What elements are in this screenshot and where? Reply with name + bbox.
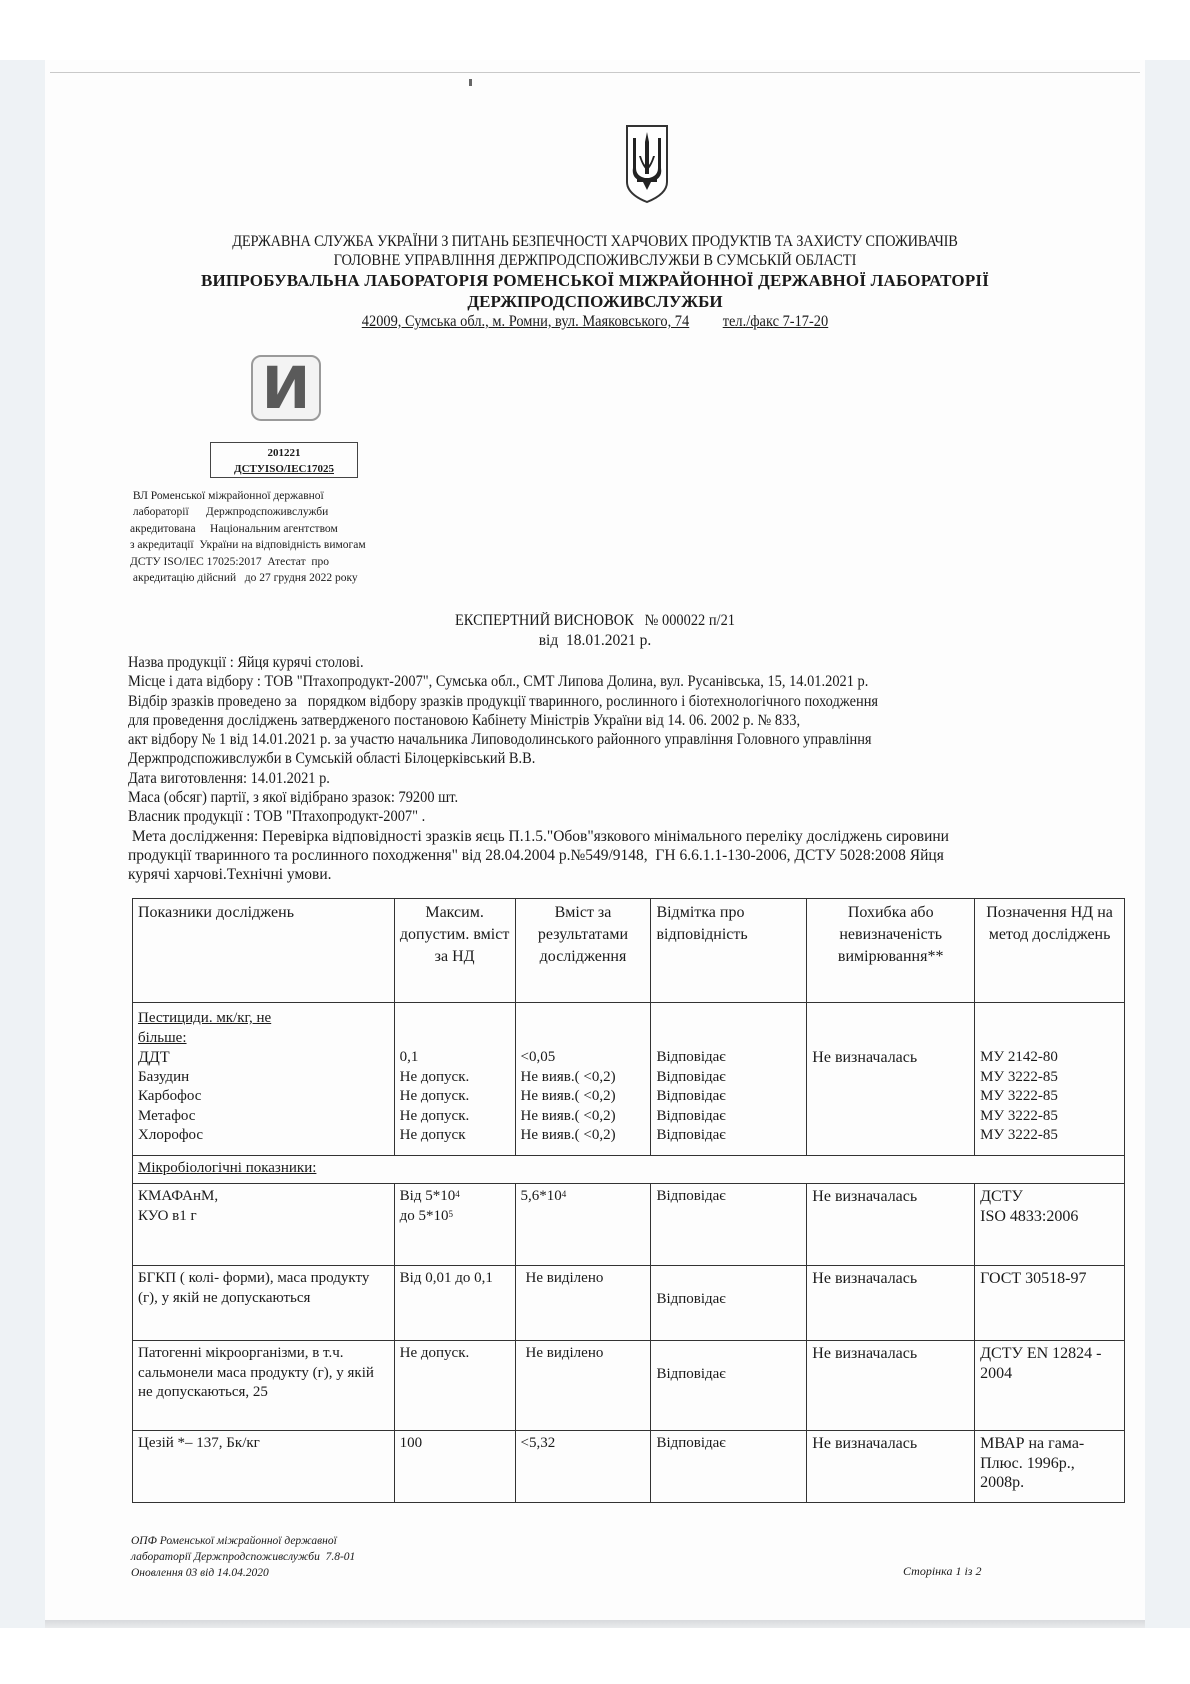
scan-mark <box>469 79 472 86</box>
pesticide-results <box>515 1003 651 1156</box>
compliance-value: Відповідає <box>656 1127 726 1143</box>
max-exponent: 5 <box>448 1208 454 1219</box>
table-row-kmafanm <box>133 1184 1125 1266</box>
agency-name: ДЕРЖАВНА СЛУЖБА УКРАЇНИ З ПИТАНЬ БЕЗПЕЧНОСТІ ХАРЧОВИХ ПРОДУКТІВ ТА ЗАХИСТУ СПОЖИВАЧІВ <box>232 233 958 250</box>
col-header-indicators: Показники досліджень <box>133 899 395 1003</box>
max-value-line <box>400 1187 510 1207</box>
pesticide-name: Хлорофос <box>138 1127 204 1143</box>
table-row-pesticides <box>133 1003 1125 1156</box>
result-base: 5,6*10 <box>520 1188 562 1204</box>
indicator-name: Цезій *– 137, Бк/кг <box>133 1431 395 1503</box>
table-row-micro-section <box>133 1156 1125 1184</box>
manufacture-date: Дата виготовлення: 14.01.2021 р. <box>128 769 330 787</box>
pesticide-compliance <box>651 1003 807 1156</box>
uncertainty-value: Не визначалась <box>807 1266 975 1341</box>
compliance-value: Відповідає <box>656 1088 726 1104</box>
research-purpose-cont: продукції тваринного та рослинного походження" від 28.04.2004 р.№549/9148, ГН 6.6.1.1-130-2006, ДСТУ 5028:2008 Яйця <box>128 846 944 864</box>
sampling-act: акт відбору № 1 від 14.01.2021 р. за участю начальника Липоводолинського районного управління Головного управління <box>128 731 872 749</box>
pesticide-max-values <box>394 1003 515 1156</box>
max-value <box>394 1184 515 1266</box>
result-value: Не вияв.( <0,2) <box>520 1107 616 1124</box>
accreditation-number: 201221 <box>267 447 301 459</box>
laboratory-name: ВИПРОБУВАЛЬНА ЛАБОРАТОРІЯ РОМЕНСЬКОЇ МІЖРАЙОННОЇ ДЕРЖАВНОЇ ЛАБОРАТОРІЇ <box>200 271 990 290</box>
phone-fax: тел./факс 7-17-20 <box>722 313 829 330</box>
uncertainty-value: Не визначалась <box>807 1341 975 1431</box>
col-header-result: Вміст за результатами дослідження <box>515 899 651 1003</box>
compliance-value: Відповідає <box>651 1341 807 1431</box>
form-reference <box>131 1533 355 1581</box>
max-value: 100 <box>394 1431 515 1503</box>
footer-line: Оновлення 03 від 14.04.2020 <box>131 1567 269 1579</box>
indicator-name: Патогенні мікроорганізми, в т.ч. сальмонели маса продукту (г), у якій не допускаються, 25 <box>133 1341 395 1431</box>
research-purpose: Мета дослідження: Перевірка відповідності зразків яєць П.1.5."Обов"язкового мінімального переліку досліджень сировини <box>128 827 949 845</box>
accreditation-line: акредитацію дійсний до 27 грудня 2022 року <box>130 572 358 585</box>
page-shadow <box>45 1620 1145 1628</box>
batch-size: Маса (обсяг) партії, з якої відібрано зразок: 79200 шт. <box>128 789 459 807</box>
section-label-pesticides: Пестициди. мк/кг, не <box>138 1010 272 1026</box>
laboratory-name-cont: ДЕРЖПРОДСПОЖИВСЛУЖБИ <box>467 292 723 311</box>
accreditation-logo-icon: И <box>251 355 321 421</box>
method-value <box>975 1184 1125 1266</box>
result-value: <5,32 <box>515 1431 651 1503</box>
accreditation-line: з акредитації України на відповідність вимогам <box>130 539 366 552</box>
uncertainty-value: Не визначалась <box>807 1184 975 1266</box>
pesticide-name: Базудин <box>138 1068 190 1085</box>
page-number: Сторінка 1 із 2 <box>903 1564 982 1578</box>
regional-office: ГОЛОВНЕ УПРАВЛІННЯ ДЕРЖПРОДСПОЖИВСЛУЖБИ В СУМСЬКІЙ ОБЛАСТІ <box>333 252 857 269</box>
max-value: 0,1 <box>399 1049 419 1065</box>
sample-details <box>128 653 1128 885</box>
compliance-value: Відповідає <box>656 1107 726 1124</box>
result-value <box>515 1184 651 1266</box>
method-value: ДСТУ EN 12824 - 2004 <box>975 1341 1125 1431</box>
method-line: ISO 4833:2006 <box>980 1207 1079 1225</box>
table-header-row <box>133 899 1125 1003</box>
method-value: МУ 3222-85 <box>980 1107 1058 1124</box>
method-value: МУ 3222-85 <box>980 1088 1058 1104</box>
contact-line <box>42 313 1149 331</box>
sampling-procedure-cont: для проведення досліджень затвердженого постановою Кабінету Міністрів України від 14. 06. 2002 р. № 833, <box>128 711 801 729</box>
pesticide-name: ДДТ <box>138 1049 170 1066</box>
col-header-compliance: Відмітка про відповідність <box>651 899 807 1003</box>
ukraine-trident-icon <box>625 124 669 204</box>
compliance-value: Відповідає <box>651 1266 807 1341</box>
method-value: МУ 3222-85 <box>980 1127 1058 1143</box>
method-line: ДСТУ <box>980 1188 1023 1205</box>
sampling-procedure: Відбір зразків проведено за порядком відбору зразків продукції тваринного, рослинного і біотехнологічного походження <box>128 692 879 710</box>
max-base: до 5*10 <box>399 1207 449 1224</box>
method-value: ГОСТ 30518-97 <box>975 1266 1125 1341</box>
col-header-max-allowed: Максим. допустим. вміст за НД <box>394 899 515 1003</box>
max-value-line <box>400 1207 510 1227</box>
accreditation-line: ВЛ Роменської міжрайонної державної <box>130 490 324 502</box>
max-value: Не допуск. <box>399 1107 470 1124</box>
compliance-value: Відповідає <box>651 1431 807 1503</box>
result-exponent: 4 <box>561 1189 567 1199</box>
max-value: Не допуск. <box>394 1341 515 1431</box>
pesticide-name: Метафос <box>138 1107 196 1124</box>
col-header-method: Позначення НД на метод досліджень <box>975 899 1125 1003</box>
scan-top-rule <box>50 72 1140 73</box>
indicator-name <box>133 1184 395 1266</box>
accreditation-line: лабораторії Держпродспоживслужби <box>130 506 329 519</box>
result-value: Не виділено <box>515 1341 651 1431</box>
accreditation-stamp <box>210 442 358 478</box>
table-row-bgkp <box>133 1266 1125 1341</box>
result-value: Не вияв.( <0,2) <box>520 1068 616 1085</box>
method-value: МУ 2142-80 <box>980 1049 1058 1065</box>
pesticide-names <box>133 1003 395 1156</box>
indicator-name-line: КМАФАнМ, <box>138 1188 219 1204</box>
accreditation-line: акредитована Національним агентством <box>130 522 338 535</box>
result-value: <0,05 <box>520 1049 556 1065</box>
section-label-microbiology: Мікробіологічні показники: <box>133 1156 1125 1184</box>
result-value: Не виділено <box>515 1266 651 1341</box>
indicator-name-line: КУО в1 г <box>138 1207 197 1224</box>
accreditation-line: ДСТУ ISO/IEC 17025:2017 Атестат про <box>130 555 330 568</box>
sampling-act-cont: Держпродспоживслужби в Сумській області Білоцерківський В.В. <box>128 750 536 768</box>
accreditation-statement <box>130 488 450 586</box>
pesticide-uncertainty: Не визначалась <box>807 1003 975 1156</box>
compliance-value: Відповідає <box>651 1184 807 1266</box>
uncertainty-value: Не визначалась <box>807 1431 975 1503</box>
conclusion-title: ЕКСПЕРТНИЙ ВИСНОВОК № 000022 п/21 <box>455 612 735 629</box>
max-base: Від 5*10 <box>399 1188 456 1204</box>
table-row-pathogens <box>133 1341 1125 1431</box>
max-exponent: 4 <box>455 1189 460 1199</box>
method-value: МВАР на гама-Плюс. 1996р., 2008р. <box>975 1431 1125 1503</box>
result-value: Не вияв.( <0,2) <box>520 1088 616 1104</box>
section-label-pesticides-cont: більше: <box>138 1029 187 1046</box>
sampling-place-date: Місце і дата відбору : ТОВ "Птахопродукт-2007", Сумська обл., СМТ Липова Долина, вул. Русанівська, 15, 14.01.2021 р. <box>128 673 869 691</box>
research-purpose-end: курячі харчові.Технічні умови. <box>128 866 332 884</box>
address: 42009, Сумська обл., м. Ромни, вул. Маяковського, 74 <box>361 313 690 330</box>
footer-line: лабораторії Держпродспоживслужби 7.8-01 <box>131 1551 356 1563</box>
max-value: Не допуск. <box>399 1068 470 1085</box>
result-value: Не вияв.( <0,2) <box>520 1127 616 1143</box>
table-row-cesium <box>133 1431 1125 1503</box>
method-value: МУ 3222-85 <box>980 1068 1058 1085</box>
pesticide-name: Карбофос <box>138 1088 202 1104</box>
accreditation-standard: ДСТУISO/IEC17025 <box>234 463 334 475</box>
footer-line: ОПФ Роменської міжрайонної державної <box>131 1535 337 1547</box>
max-value: Від 0,01 до 0,1 <box>394 1266 515 1341</box>
compliance-value: Відповідає <box>656 1068 726 1085</box>
indicator-name: БГКП ( колі- форми), маса продукту (г), у якій не допускаються <box>133 1266 395 1341</box>
compliance-value: Відповідає <box>656 1049 726 1065</box>
product-name: Назва продукції : Яйця курячі столові. <box>128 654 364 671</box>
results-table <box>132 898 1125 1503</box>
product-owner: Власник продукції : ТОВ "Птахопродукт-2007" . <box>128 808 426 826</box>
max-value: Не допуск. <box>399 1088 470 1104</box>
max-value: Не допуск <box>399 1127 466 1143</box>
conclusion-date: від 18.01.2021 р. <box>538 632 652 649</box>
pesticide-methods <box>975 1003 1125 1156</box>
col-header-uncertainty: Похибка або невизначеність вимірювання** <box>807 899 975 1003</box>
